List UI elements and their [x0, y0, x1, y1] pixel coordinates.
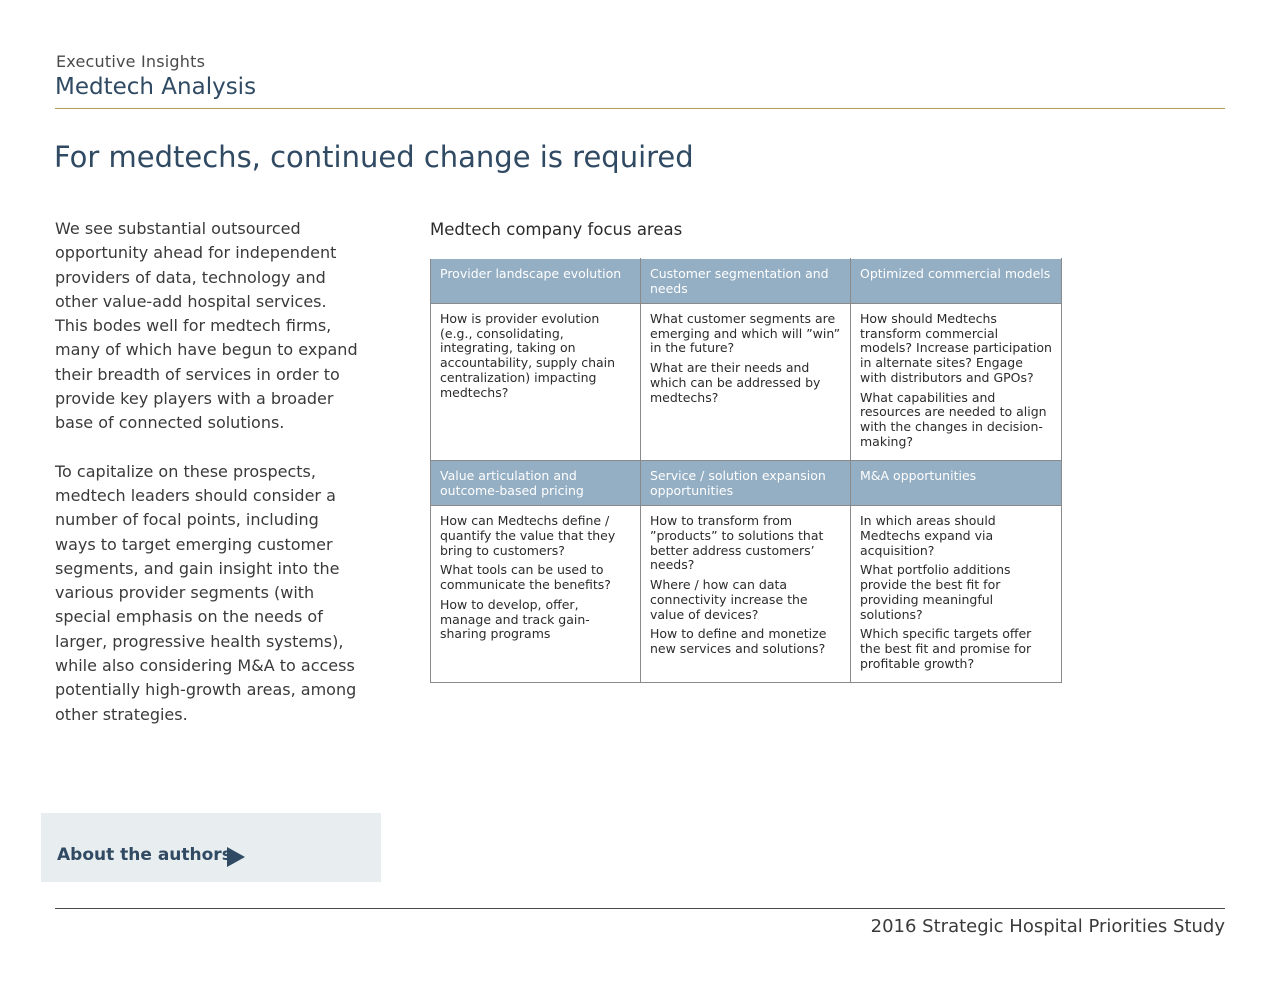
table-question: What capabilities and resources are needed to align with the changes in decision-making?	[860, 389, 1047, 449]
focus-areas-table	[430, 258, 1062, 683]
table-header-cell: Value articulation and outcome-based pricing	[431, 461, 641, 506]
footer-text: 2016 Strategic Hospital Priorities Study	[870, 916, 1225, 937]
table-question: How can Medtechs define / quantify the value that they bring to customers?	[440, 513, 616, 558]
table-heading: Medtech company focus areas	[430, 220, 683, 239]
table-question: How is provider evolution (e.g., consolidating, integrating, taking on accountability, supply chain centralization) impacting medtechs?	[440, 311, 616, 400]
table-cell	[431, 506, 641, 683]
table-question: Which specific targets offer the best fit and promise for profitable growth?	[860, 626, 1032, 671]
table-cell	[851, 506, 1062, 683]
header-kicker: Executive Insights	[56, 52, 206, 71]
body-paragraph: We see substantial outsourced opportunity ahead for independent providers of data, technology and other value-add hospital services. This bodes well for medtech firms, many of which have begun to expand their breadth of services in order to provide key players with a broader base of connected solutions.	[55, 219, 358, 433]
table-header-row	[431, 461, 1062, 506]
about-authors-button[interactable]	[41, 813, 381, 882]
section-title: Medtech Analysis	[55, 74, 257, 100]
table-header-cell: Optimized commercial models	[851, 259, 1062, 304]
about-authors-label: About the authors	[57, 845, 232, 865]
header-divider	[55, 108, 1225, 109]
table-header-cell: Customer segmentation and needs	[641, 259, 851, 304]
table-header-cell: Provider landscape evolution	[431, 259, 641, 304]
table-cell	[641, 304, 851, 461]
table-header-cell: Service / solution expansion opportunities	[641, 461, 851, 506]
table-header-row	[431, 259, 1062, 304]
table-question: How to transform from ”products” to solutions that better address customers’ needs?	[650, 513, 824, 573]
table-question: What portfolio additions provide the best fit for providing meaningful solutions?	[860, 562, 1011, 622]
table-question: Where / how can data connectivity increase the value of devices?	[650, 577, 808, 622]
table-question: How should Medtechs transform commercial models? Increase participation in alternate sites? Engage with distributors and GPOs?	[860, 311, 1052, 385]
table-question: What customer segments are emerging and which will ”win” in the future?	[650, 311, 841, 356]
table-question: In which areas should Medtechs expand via acquisition?	[860, 513, 996, 558]
body-paragraph: To capitalize on these prospects, medtech leaders should consider a number of focal points, including ways to target emerging customer segments, and gain insight into the various provider segments (with special emphasis on the needs of larger, progressive health systems), while also considering M&A to access potentially high-growth areas, among other strategies.	[55, 461, 357, 724]
page-title: For medtechs, continued change is required	[54, 140, 694, 174]
table-question: How to define and monetize new services and solutions?	[650, 626, 827, 656]
body-text	[55, 217, 360, 751]
table-question: How to develop, offer, manage and track gain-sharing programs	[440, 596, 590, 642]
table-row	[431, 506, 1062, 683]
table-question: What tools can be used to communicate the benefits?	[440, 562, 611, 593]
table-header-cell: M&A opportunities	[851, 461, 1062, 506]
table-question: What are their needs and which can be addressed by medtechs?	[650, 360, 821, 405]
play-arrow-icon	[227, 847, 245, 867]
table-cell	[641, 506, 851, 683]
footer-divider	[55, 908, 1225, 909]
table-cell	[851, 304, 1062, 461]
table-cell	[431, 304, 641, 461]
table-row	[431, 304, 1062, 461]
